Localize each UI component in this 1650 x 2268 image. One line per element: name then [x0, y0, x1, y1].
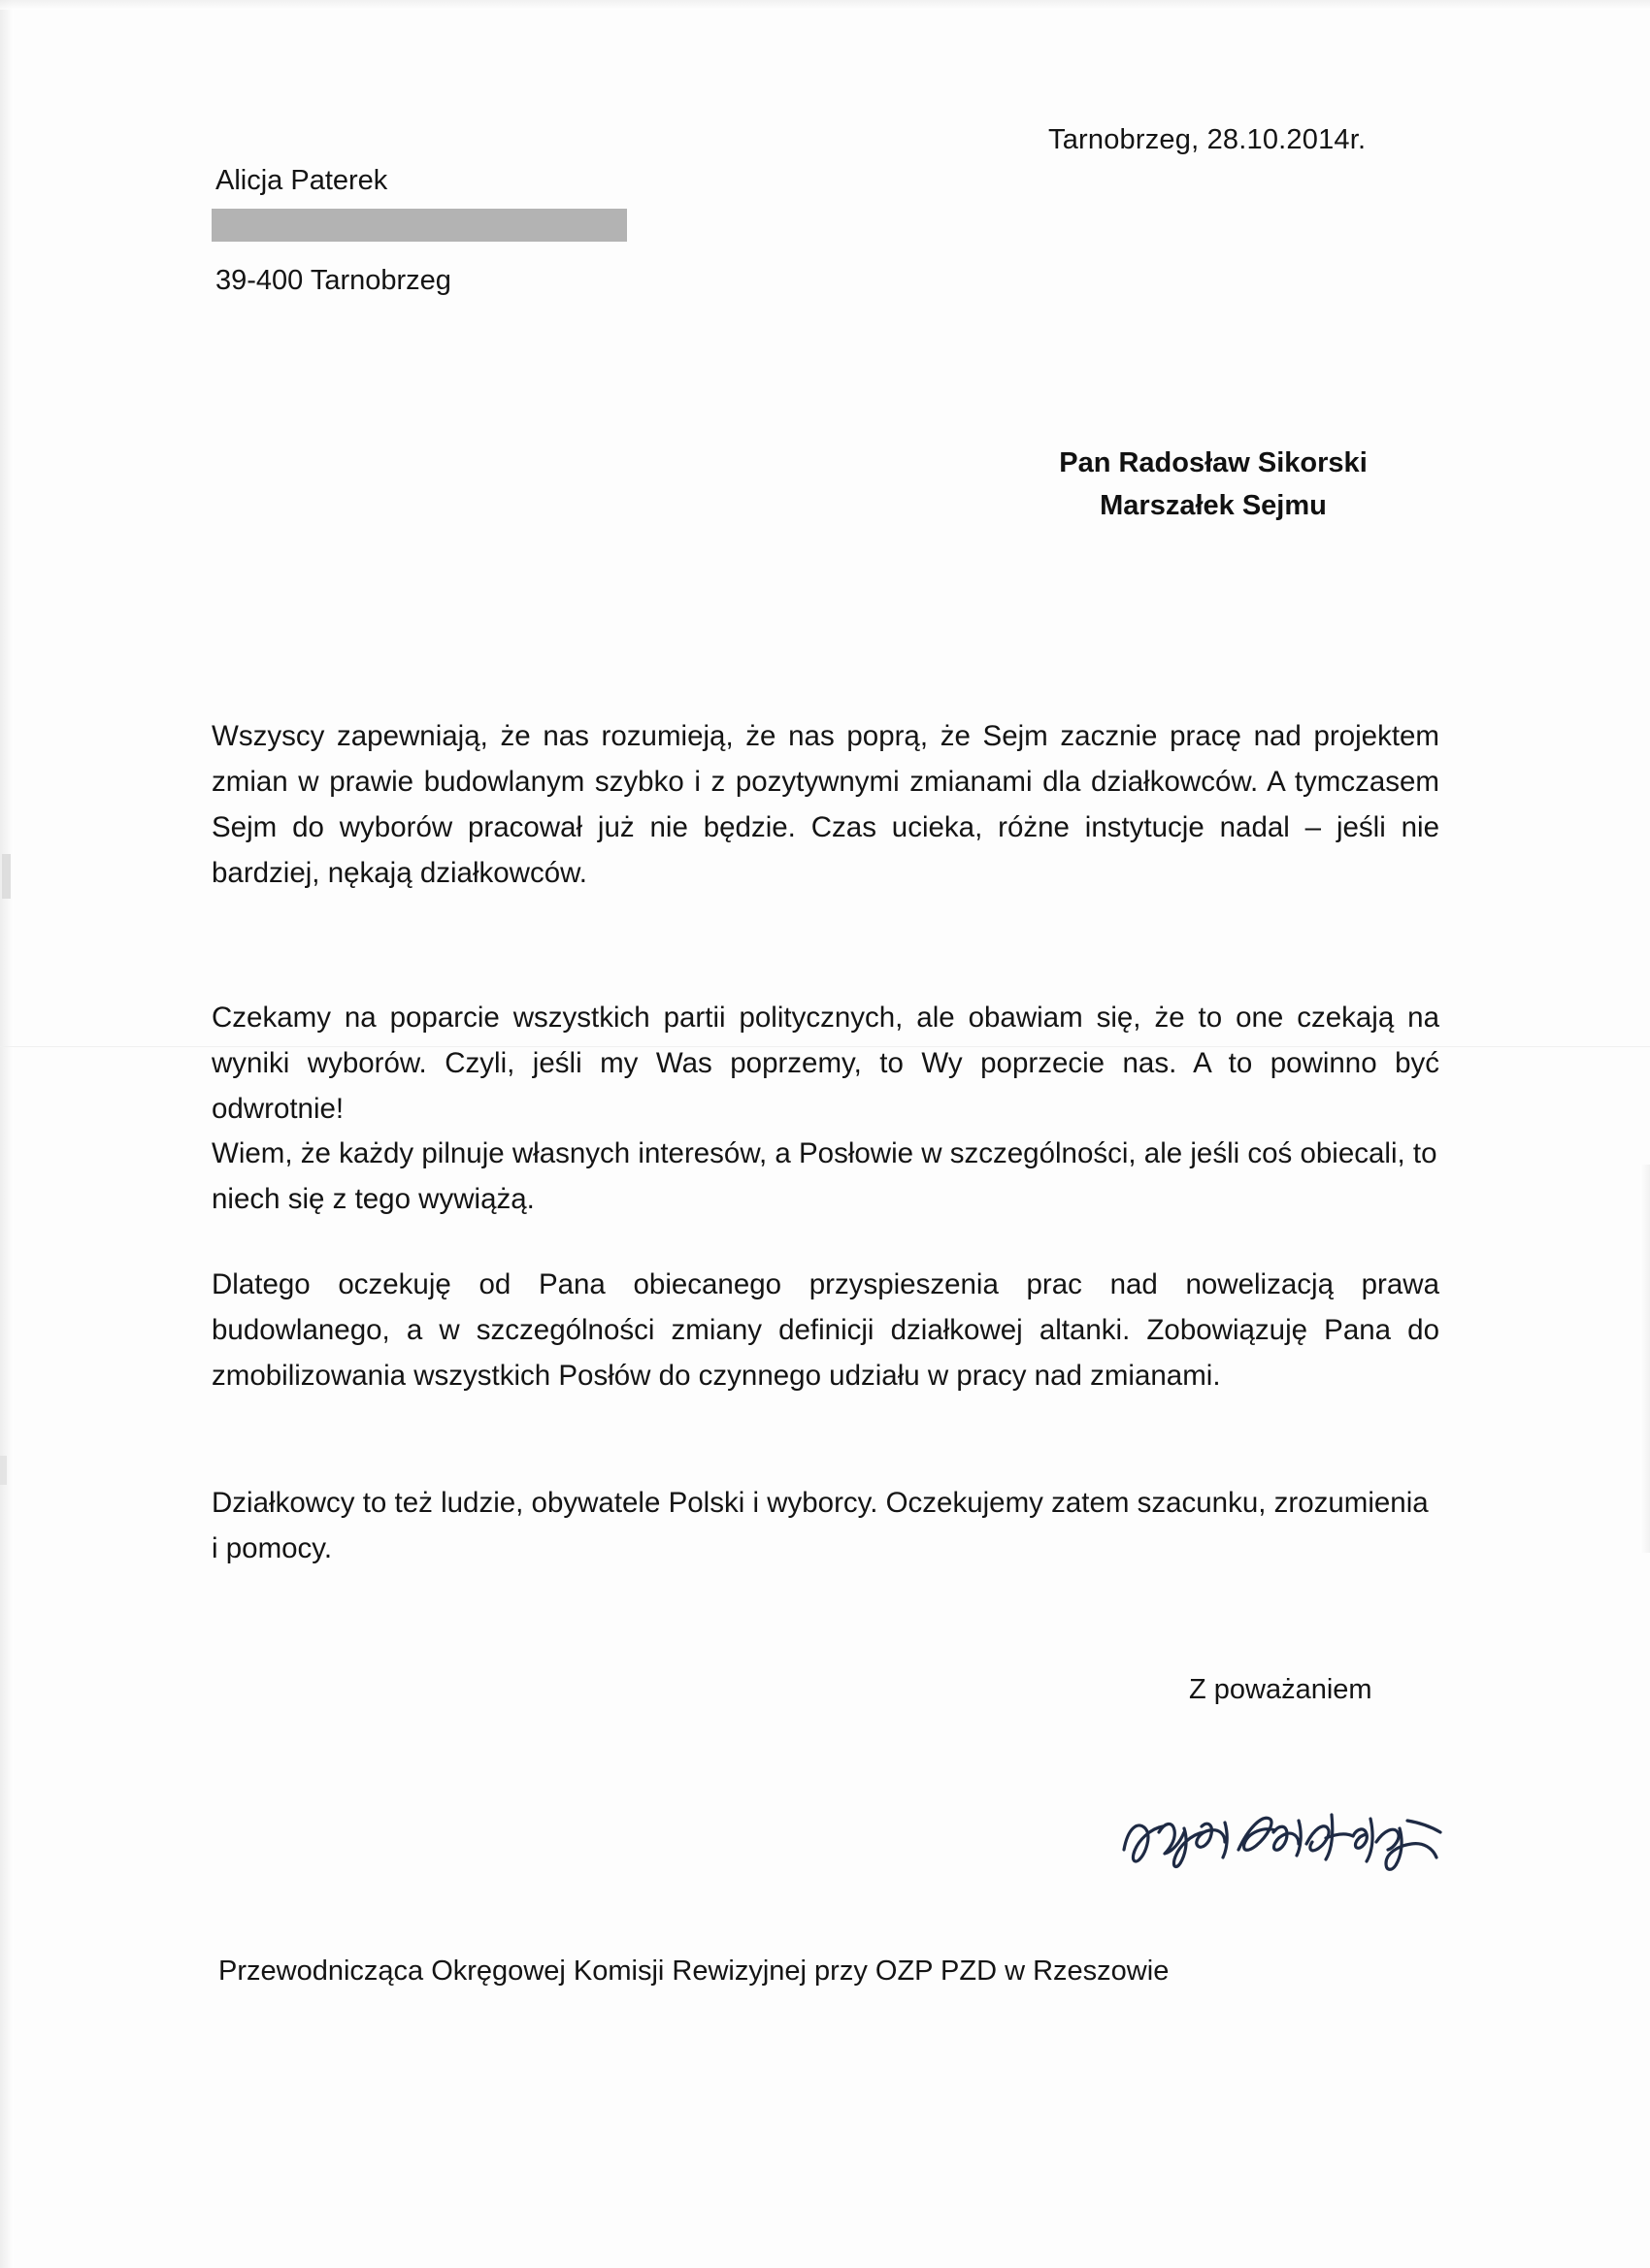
sender-name: Alicja Paterek [215, 165, 388, 196]
letter-paragraph: Czekamy na poparcie wszystkich partii politycznych, ale obawiam się, że to one czekają na wyniki wyborów. Czyli, jeśli my Was poprzemy, to Wy poprzecie nas. A to powinno być odwrotnie! [212, 1002, 1439, 1125]
recipient-block [995, 442, 1432, 527]
handwritten-signature-icon [1116, 1786, 1466, 1902]
letter-paragraph: Działkowcy to też ludzie, obywatele Polski i wyborcy. Oczekujemy zatem szacunku, zrozumienia i pomocy. [212, 1487, 1429, 1564]
letter-paragraph: Wiem, że każdy pilnuje własnych interesów, a Posłowie w szczególności, ale jeśli coś obiecali, to niech się z tego wywiążą. [212, 1137, 1437, 1215]
signatory-role: Przewodnicząca Okręgowej Komisji Rewizyjnej przy OZP PZD w Rzeszowie [218, 1956, 1170, 1987]
sender-city-line: 39-400 Tarnobrzeg [215, 265, 451, 296]
letter-paragraph: Wszyscy zapewniają, że nas rozumieją, że nas poprą, że Sejm zacznie pracę nad projektem zmian w prawie budowlanym szybko i z pozytywnymi zmianami dla działkowców. A tymczasem Sejm do wyborów pracował już nie będzie. Czas ucieka, różne instytucje nadal – jeśli nie bardziej, nękają działkowców. [212, 720, 1439, 889]
redacted-address-bar [212, 209, 627, 242]
closing-salutation: Z poważaniem [1189, 1674, 1372, 1705]
recipient-name: Pan Radosław Sikorski [1059, 447, 1368, 478]
letter-paragraph: Dlatego oczekuję od Pana obiecanego przyspieszenia prac nad nowelizacją prawa budowlanego, a w szczególności zmiany definicji działkowej altanki. Zobowiązuję Pana do zmobilizowania wszystkich Posłów do czynnego udziału w pracy nad zmianami. [212, 1268, 1439, 1392]
recipient-title: Marszałek Sejmu [1100, 490, 1327, 521]
date-line: Tarnobrzeg, 28.10.2014r. [1048, 124, 1367, 155]
